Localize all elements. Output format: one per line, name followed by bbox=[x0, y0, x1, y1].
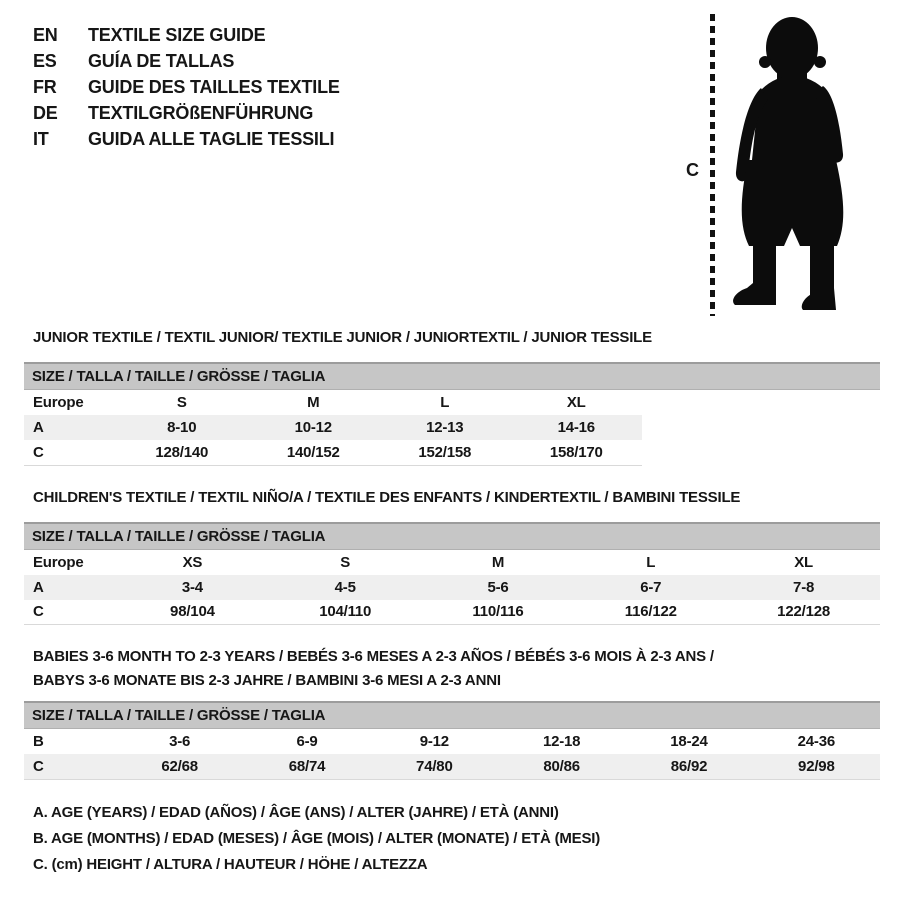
size-cell: 3-4 bbox=[181, 578, 203, 596]
language-row bbox=[33, 22, 340, 48]
size-tables-area bbox=[24, 326, 880, 780]
language-row bbox=[33, 126, 340, 152]
size-cell: 92/98 bbox=[798, 757, 835, 775]
size-cell: 86/92 bbox=[670, 757, 708, 775]
row-label: C bbox=[33, 443, 44, 461]
section-title: JUNIOR TEXTILE / TEXTIL JUNIOR/ TEXTILE JUNIOR / JUNIORTEXTIL / JUNIOR TESSILE bbox=[33, 329, 652, 346]
size-cell: M bbox=[491, 553, 505, 571]
size-cell: 12-13 bbox=[426, 419, 464, 436]
language-row bbox=[33, 48, 340, 74]
table-header-size-label: SIZE / TALLA / TAILLE / GRÖSSE / TAGLIA bbox=[24, 362, 880, 390]
section-title: BABIES 3-6 MONTH TO 2-3 YEARS / BEBÉS 3-6 MESES A 2-3 AÑOS / BÉBÉS 3-6 MOIS À 2-3 ANS / bbox=[33, 648, 714, 665]
row-label: A bbox=[33, 419, 44, 436]
size-cell: 4-5 bbox=[334, 578, 356, 596]
size-table bbox=[24, 390, 642, 466]
height-dashed-line-icon bbox=[710, 14, 715, 316]
size-cell: 62/68 bbox=[161, 757, 198, 775]
table-row bbox=[24, 600, 880, 625]
size-cell: L bbox=[646, 553, 656, 571]
guide-title: TEXTILE SIZE GUIDE bbox=[88, 25, 266, 45]
section-title: CHILDREN'S TEXTILE / TEXTIL NIÑO/A / TEXTILE DES ENFANTS / KINDERTEXTIL / BAMBINI TESSILE bbox=[33, 488, 741, 506]
row-label: C bbox=[33, 603, 44, 621]
guide-title: GUIDA ALLE TAGLIE TESSILI bbox=[88, 129, 335, 149]
size-cell: 122/128 bbox=[777, 603, 830, 621]
size-section bbox=[24, 645, 880, 780]
table-row bbox=[24, 440, 642, 465]
size-cell: 6-7 bbox=[640, 578, 662, 596]
size-cell: 18-24 bbox=[670, 733, 708, 750]
size-cell: L bbox=[440, 394, 450, 411]
size-cell: S bbox=[340, 553, 351, 571]
table-row bbox=[24, 575, 880, 600]
language-title-list bbox=[33, 22, 340, 152]
legend-line: B. AGE (MONTHS) / EDAD (MESES) / ÂGE (MOIS) / ALTER (MONATE) / ETÀ (MESI) bbox=[33, 830, 601, 847]
language-code: EN bbox=[33, 25, 58, 45]
size-cell: 8-10 bbox=[167, 419, 197, 436]
size-cell: 74/80 bbox=[416, 757, 453, 775]
row-label: C bbox=[33, 757, 44, 775]
size-cell: 68/74 bbox=[288, 757, 326, 775]
language-row bbox=[33, 74, 340, 100]
size-cell: 6-9 bbox=[296, 733, 318, 750]
size-table bbox=[24, 729, 880, 780]
guide-title: GUÍA DE TALLAS bbox=[88, 51, 235, 71]
table-row bbox=[24, 550, 880, 575]
table-row bbox=[24, 415, 642, 440]
size-cell: XL bbox=[566, 394, 586, 411]
size-cell: S bbox=[176, 394, 187, 411]
language-code: ES bbox=[33, 51, 57, 71]
language-row bbox=[33, 100, 340, 126]
legend-line: A. AGE (YEARS) / EDAD (AÑOS) / ÂGE (ANS) / ALTER (JAHRE) / ETÀ (ANNI) bbox=[33, 804, 559, 821]
size-cell: 10-12 bbox=[294, 419, 332, 436]
size-cell: 3-6 bbox=[169, 733, 191, 750]
size-cell: 104/110 bbox=[319, 603, 372, 621]
size-cell: 140/152 bbox=[286, 443, 340, 461]
size-cell: 80/86 bbox=[543, 757, 580, 775]
size-section bbox=[24, 486, 880, 626]
size-cell: 158/170 bbox=[549, 443, 603, 461]
table-row bbox=[24, 729, 880, 754]
table-row bbox=[24, 754, 880, 779]
table-header-size-label: SIZE / TALLA / TAILLE / GRÖSSE / TAGLIA bbox=[24, 701, 880, 729]
row-label: A bbox=[33, 578, 44, 596]
toddler-silhouette-icon bbox=[724, 12, 860, 312]
guide-title: GUIDE DES TAILLES TEXTILE bbox=[88, 77, 340, 97]
size-cell: 152/158 bbox=[418, 443, 472, 461]
size-cell: XL bbox=[794, 553, 813, 571]
measure-legend bbox=[33, 800, 600, 878]
guide-title: TEXTILGRÖßENFÜHRUNG bbox=[88, 103, 314, 123]
size-cell: M bbox=[307, 394, 320, 411]
size-cell: 116/122 bbox=[624, 603, 677, 621]
size-cell: 128/140 bbox=[155, 443, 209, 461]
size-cell: 98/104 bbox=[170, 603, 215, 621]
row-label: Europe bbox=[33, 394, 84, 411]
size-cell: 110/116 bbox=[472, 603, 524, 621]
size-table bbox=[24, 550, 880, 626]
size-section bbox=[24, 326, 880, 466]
size-cell: 14-16 bbox=[557, 419, 595, 436]
size-cell: 7-8 bbox=[793, 578, 815, 596]
row-label: B bbox=[33, 733, 44, 750]
section-title: BABYS 3-6 MONATE BIS 2-3 JAHRE / BAMBINI 3-6 MESI A 2-3 ANNI bbox=[33, 672, 501, 689]
language-code: IT bbox=[33, 129, 49, 149]
size-cell: 9-12 bbox=[419, 733, 449, 750]
size-cell: XS bbox=[182, 553, 203, 571]
size-cell: 24-36 bbox=[797, 733, 835, 750]
height-measure-label: C bbox=[686, 160, 699, 180]
table-row bbox=[24, 390, 642, 415]
language-code: FR bbox=[33, 77, 57, 97]
legend-line: C. (cm) HEIGHT / ALTURA / HAUTEUR / HÖHE / ALTEZZA bbox=[33, 856, 428, 873]
size-cell: 5-6 bbox=[487, 578, 509, 596]
language-code: DE bbox=[33, 103, 58, 123]
table-header-size-label: SIZE / TALLA / TAILLE / GRÖSSE / TAGLIA bbox=[24, 522, 880, 550]
row-label: Europe bbox=[33, 553, 84, 571]
size-cell: 12-18 bbox=[542, 733, 581, 750]
